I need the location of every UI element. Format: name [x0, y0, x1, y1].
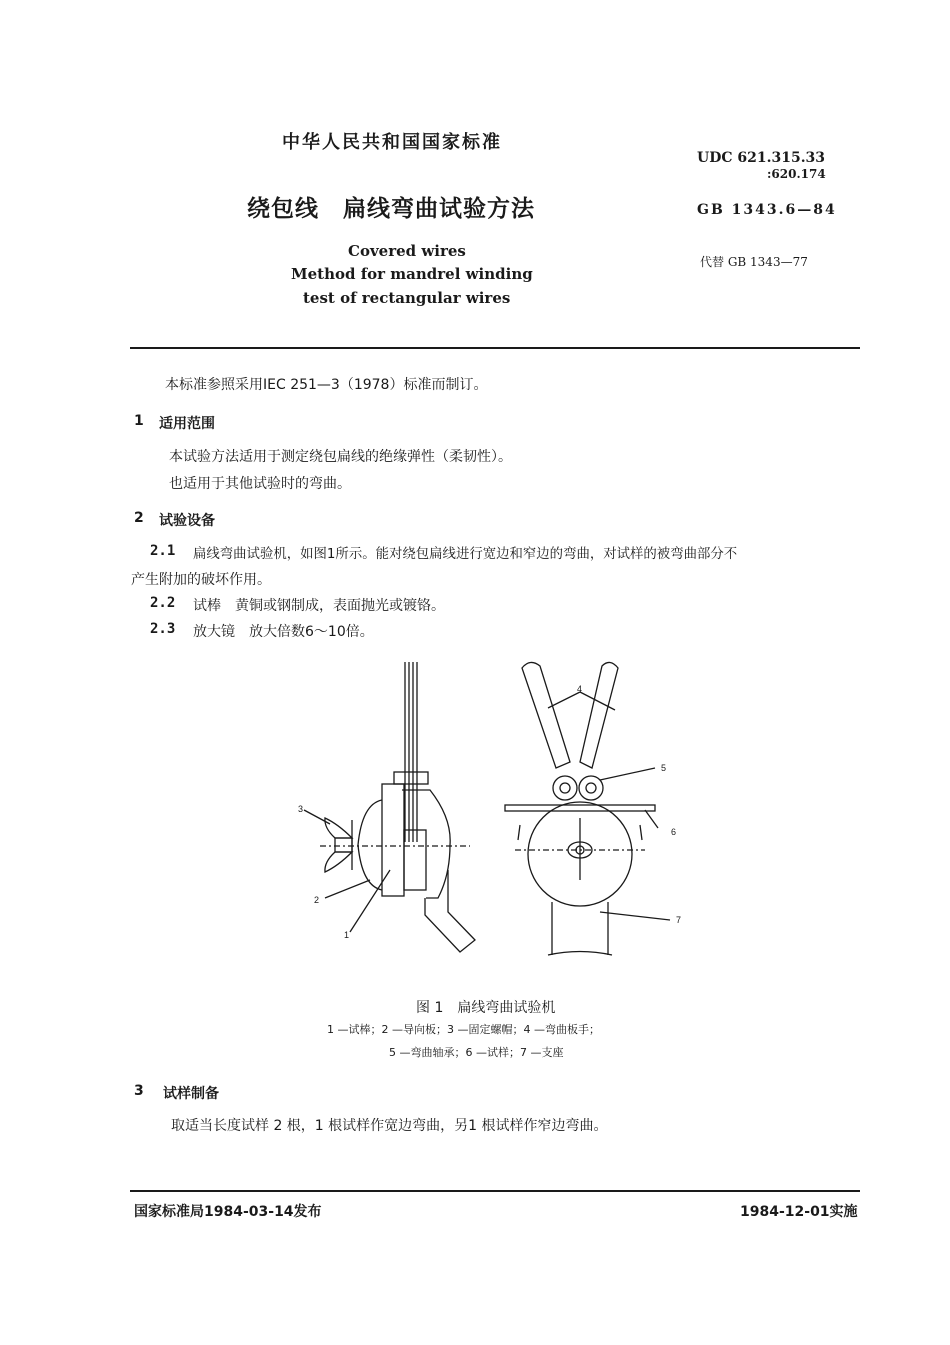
- item-2-1-line1: 扁线弯曲试验机，如图1所示。能对绕包扁线进行宽边和窄边的弯曲，对试样的被弯曲部分不: [193, 547, 738, 562]
- figure-label-6: 6: [671, 827, 677, 837]
- item-2-3-number: 2.3: [150, 621, 176, 637]
- section2-number: 2: [134, 510, 144, 526]
- replaces-note: 代替 GB 1343—77: [700, 255, 808, 269]
- front-view-drawing: [505, 662, 670, 955]
- country-standard-heading: 中华人民共和国国家标准: [282, 132, 502, 153]
- item-2-1-number: 2.1: [150, 543, 176, 559]
- section3-number: 3: [134, 1083, 144, 1099]
- item-2-1-line2: 产生附加的破坏作用。: [131, 572, 271, 588]
- bending-machine-figure: [280, 650, 700, 980]
- document-title-cn: 绕包线 扁线弯曲试验方法: [247, 196, 535, 222]
- document-title-en-3: test of rectangular wires: [303, 289, 511, 307]
- header-divider: [130, 347, 860, 349]
- figure-caption: 图 1 扁线弯曲试验机: [416, 1000, 556, 1016]
- section1-line2: 也适用于其他试验时的弯曲。: [169, 476, 351, 492]
- issue-date: 国家标准局1984-03-14发布: [134, 1204, 322, 1220]
- item-2-2-line1: 试棒 黄铜或钢制成，表面抛光或镀铬。: [193, 598, 445, 614]
- figure-label-1: 1: [344, 930, 350, 940]
- section2-title: 试验设备: [159, 513, 215, 529]
- effective-date: 1984-12-01实施: [740, 1204, 858, 1220]
- section1-title: 适用范围: [159, 416, 215, 432]
- gb-code: GB 1343.6—84: [697, 202, 837, 218]
- side-view-drawing: [304, 662, 475, 952]
- section1-number: 1: [134, 413, 144, 429]
- figure-label-3: 3: [298, 804, 304, 814]
- item-2-3-line1: 放大镜 放大倍数6～10倍。: [193, 624, 374, 640]
- item-2-2-number: 2.2: [150, 595, 176, 611]
- figure-label-4: 4: [577, 684, 583, 694]
- document-title-en-1: Covered wires: [348, 242, 466, 260]
- document-title-en-2: Method for mandrel winding: [291, 265, 533, 283]
- figure-label-2: 2: [314, 895, 320, 905]
- figure-label-7: 7: [676, 915, 682, 925]
- figure-label-5: 5: [661, 763, 667, 773]
- udc-line1: UDC 621.315.33: [697, 150, 826, 166]
- figure-legend-line1: 1 —试棒；2 —导向板；3 —固定螺帽；4 —弯曲板手；: [327, 1023, 600, 1036]
- section1-line1: 本试验方法适用于测定绕包扁线的绝缘弹性（柔韧性）。: [169, 449, 512, 465]
- intro-text: 本标准参照采用IEC 251—3（1978）标准而制订。: [165, 377, 488, 393]
- section3-title: 试样制备: [163, 1086, 219, 1102]
- footer-divider: [130, 1190, 860, 1192]
- figure-legend-line2: 5 —弯曲轴承；6 —试样；7 —支座: [389, 1046, 564, 1059]
- udc-line2: :620.174: [767, 167, 826, 181]
- section3-line: 取适当长度试样 2 根，1 根试样作宽边弯曲，另1 根试样作窄边弯曲。: [171, 1118, 608, 1134]
